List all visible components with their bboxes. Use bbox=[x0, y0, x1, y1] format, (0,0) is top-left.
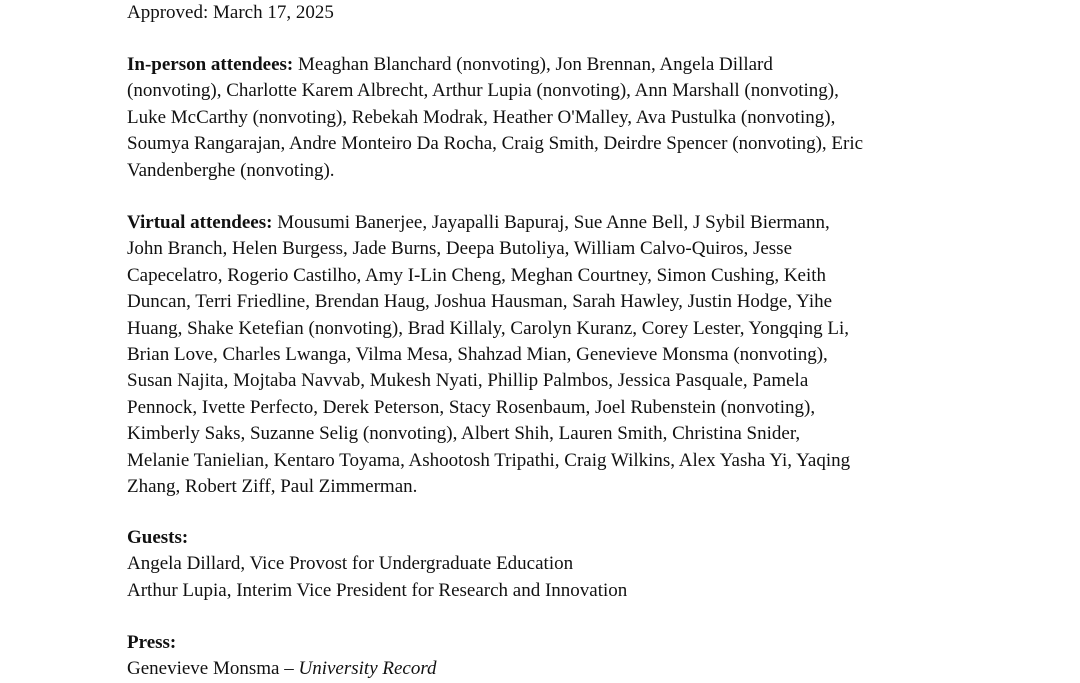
virtual-label: Virtual attendees: bbox=[127, 212, 273, 233]
virtual-line-6: Brian Love, Charles Lwanga, Vilma Mesa, Shahzad Mian, Genevieve Monsma (nonvoting), bbox=[127, 344, 828, 366]
in-person-line-4: Soumya Rangarajan, Andre Monteiro Da Rocha, Craig Smith, Deirdre Spencer (nonvoting), Eric bbox=[127, 133, 864, 155]
virtual-line-11: Zhang, Robert Ziff, Paul Zimmerman. bbox=[127, 476, 418, 498]
press-heading bbox=[127, 630, 967, 656]
virtual-line-5: Huang, Shake Ketefian (nonvoting), Brad Killaly, Carolyn Kuranz, Corey Lester, Yongqing Li, bbox=[127, 317, 849, 339]
in-person-line-2: (nonvoting), Charlotte Karem Albrecht, Arthur Lupia (nonvoting), Ann Marshall (nonvoting), bbox=[127, 80, 839, 102]
virtual-line-4: Duncan, Terri Friedline, Brendan Haug, Joshua Hausman, Sarah Hawley, Justin Hodge, Yihe bbox=[127, 291, 833, 313]
in-person-line-1 bbox=[127, 52, 967, 78]
guest-line-1: Angela Dillard, Vice Provost for Undergraduate Education bbox=[127, 553, 574, 575]
approved-line bbox=[127, 0, 967, 26]
virtual-line-3: Capecelatro, Rogerio Castilho, Amy I-Lin Cheng, Meghan Courtney, Simon Cushing, Keith bbox=[127, 264, 827, 286]
guests-section bbox=[127, 525, 967, 604]
guests-heading bbox=[127, 525, 967, 551]
guest-line-2: Arthur Lupia, Interim Vice President for Research and Innovation bbox=[127, 579, 628, 601]
in-person-line-5: Vandenberghe (nonvoting). bbox=[127, 159, 335, 181]
virtual-attendees-section bbox=[127, 210, 967, 500]
virtual-line-7: Susan Najita, Mojtaba Navvab, Mukesh Nyati, Phillip Palmbos, Jessica Pasquale, Pamela bbox=[127, 370, 809, 392]
virtual-line-9: Kimberly Saks, Suzanne Selig (nonvoting), Albert Shih, Lauren Smith, Christina Snider, bbox=[127, 423, 801, 445]
virtual-line-10: Melanie Tanielian, Kentaro Toyama, Ashootosh Tripathi, Craig Wilkins, Alex Yasha Yi, Yaqing bbox=[127, 449, 851, 471]
press-label: Press: bbox=[127, 632, 177, 653]
virtual-line-8: Pennock, Ivette Perfecto, Derek Peterson, Stacy Rosenbaum, Joel Rubenstein (nonvoting), bbox=[127, 396, 816, 418]
in-person-label: In-person attendees: bbox=[127, 54, 294, 75]
press-line-1 bbox=[127, 656, 967, 682]
virtual-names-1: Mousumi Banerjee, Jayapalli Bapuraj, Sue Anne Bell, J Sybil Biermann, bbox=[272, 212, 830, 233]
in-person-attendees-section bbox=[127, 52, 967, 184]
press-name: Genevieve Monsma – bbox=[127, 658, 299, 680]
guests-label: Guests: bbox=[127, 527, 189, 548]
in-person-names-1: Meaghan Blanchard (nonvoting), Jon Brennan, Angela Dillard bbox=[293, 54, 773, 75]
approved-date: Approved: March 17, 2025 bbox=[127, 2, 334, 23]
in-person-line-3: Luke McCarthy (nonvoting), Rebekah Modrak, Heather O'Malley, Ava Pustulka (nonvoting), bbox=[127, 106, 836, 128]
press-publication: University Record bbox=[298, 658, 437, 680]
virtual-line-1 bbox=[127, 210, 967, 236]
virtual-line-2: John Branch, Helen Burgess, Jade Burns, Deepa Butoliya, William Calvo-Quiros, Jesse bbox=[127, 238, 793, 260]
